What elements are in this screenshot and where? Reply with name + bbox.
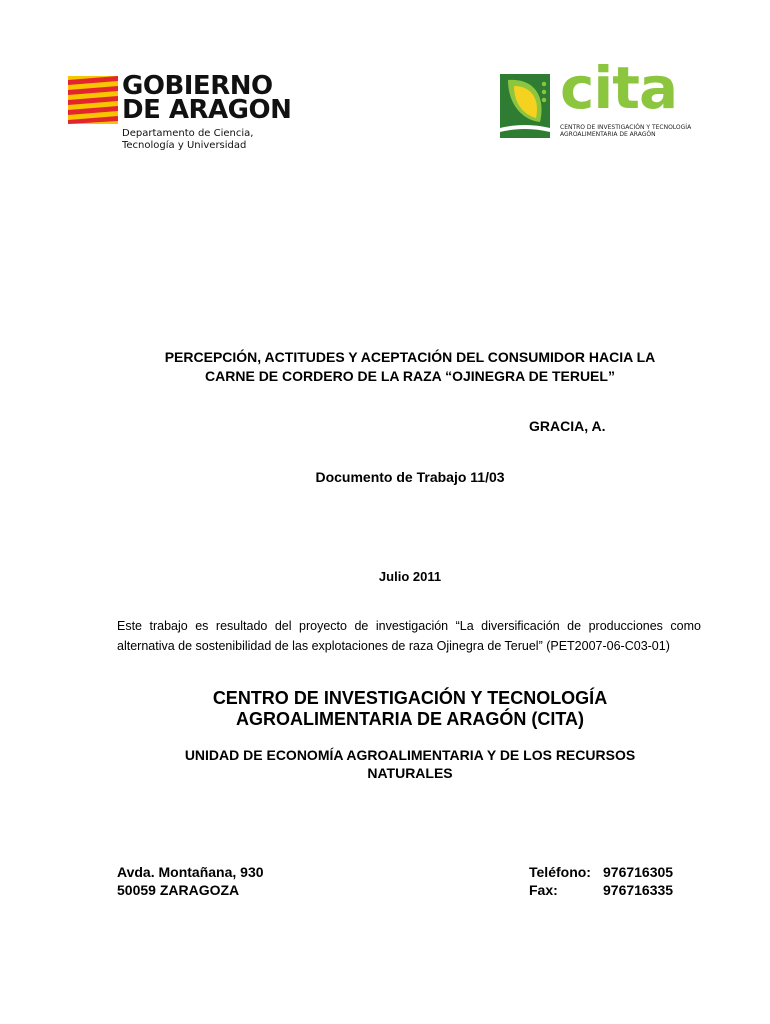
document-title	[110, 348, 710, 386]
aragon-flag-icon	[68, 76, 118, 124]
document-reference: Documento de Trabajo 11/03	[315, 469, 505, 485]
cita-subtitle-line1: CENTRO DE INVESTIGACIÓN Y TECNOLOGÍA	[560, 124, 692, 131]
title-line1: PERCEPCIÓN, ACTITUDES Y ACEPTACIÓN DEL CONSUMIDOR HACIA LA	[164, 349, 656, 365]
document-date: Julio 2011	[378, 569, 442, 584]
phone-row	[529, 863, 673, 881]
center-name-line1: CENTRO DE INVESTIGACIÓN Y TECNOLOGÍA	[212, 688, 608, 708]
phone-value: 976716305	[603, 864, 674, 880]
cita-wordmark: cita	[560, 54, 678, 122]
address-line1: Avda. Montañana, 930	[117, 864, 264, 880]
center-name	[110, 688, 710, 730]
unit-name	[110, 746, 710, 782]
cita-leaf-emblem-icon	[500, 74, 550, 138]
fax-row	[529, 881, 673, 899]
project-note: Este trabajo es resultado del proyecto de investigación “La diversificación de producciones como alternativa de sostenibilidad de las explotaciones de raza Ojinegra de Teruel” (PET2007-06-C03-01)	[117, 619, 701, 653]
cita-subtitle-line2: AGROALIMENTARIA DE ARAGÓN	[560, 131, 656, 138]
author: GRACIA, A.	[529, 418, 606, 434]
gobierno-aragon-logo	[68, 72, 308, 154]
center-name-line2: AGROALIMENTARIA DE ARAGÓN (CITA)	[236, 709, 584, 729]
phone-label: Teléfono:	[529, 864, 591, 880]
unit-name-line2: NATURALES	[367, 765, 453, 781]
unit-name-line1: UNIDAD DE ECONOMÍA AGROALIMENTARIA Y DE LOS RECURSOS	[184, 747, 636, 763]
address-line2: 50059 ZARAGOZA	[117, 882, 240, 898]
logo-department-line2: Tecnología y Universidad	[122, 140, 247, 151]
cita-logo	[498, 54, 698, 142]
fax-value: 976716335	[603, 882, 674, 898]
logo-text-line2: DE ARAGON	[122, 95, 292, 125]
title-line2: CARNE DE CORDERO DE LA RAZA “OJINEGRA DE TERUEL”	[205, 368, 615, 384]
contact-block	[529, 863, 673, 899]
address-block	[117, 863, 264, 899]
logo-text-line1: GOBIERNO	[122, 71, 273, 101]
fax-label: Fax:	[529, 882, 558, 898]
logo-department-line1: Departamento de Ciencia,	[122, 128, 254, 139]
